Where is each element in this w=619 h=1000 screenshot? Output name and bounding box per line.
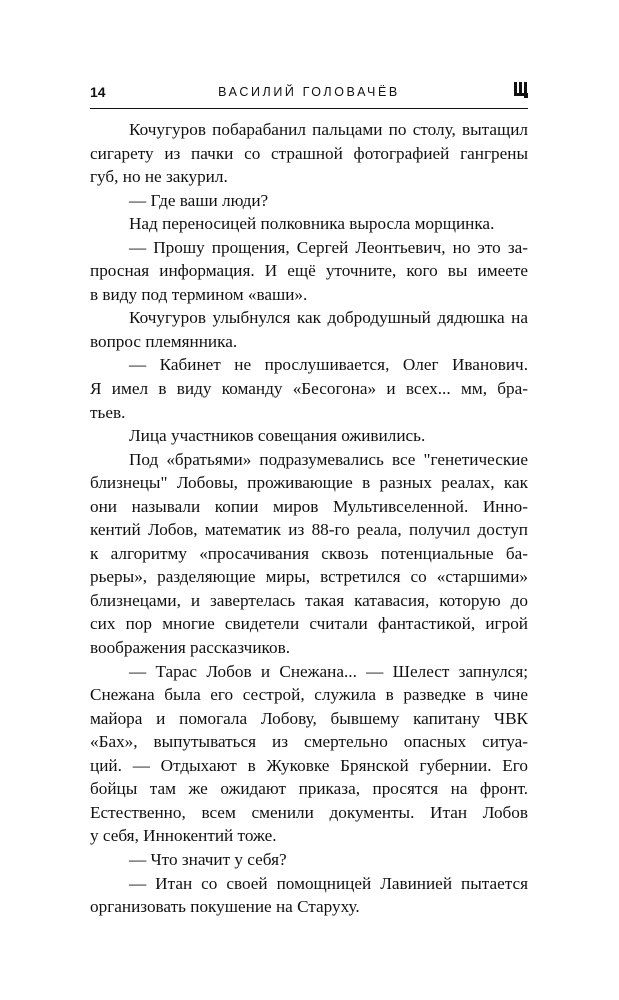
running-head-author: ВАСИЛИЙ ГОЛОВАЧЁВ xyxy=(218,85,400,99)
text-line: Кочугуров улыбнулся как добродушный дядюшка на xyxy=(129,308,528,328)
text-line: у себя, Иннокентий тоже. xyxy=(90,826,277,846)
text-line: бойцы там же ожидают приказа, просятся на фронт. xyxy=(90,779,528,799)
text-line: Над переносицей полковника выросла морщинка. xyxy=(129,214,495,234)
body-text xyxy=(90,118,528,919)
text-line: Лица участников совещания оживились. xyxy=(129,426,426,446)
header-rule xyxy=(90,108,528,109)
text-line: Под «братьями» подразумевались все "генетические xyxy=(129,449,528,469)
text-line: к алгоритму «просачивания сквозь потенциальные ба- xyxy=(90,543,528,563)
text-line: губ, но не закурил. xyxy=(90,167,228,187)
text-line: — Где ваши люди? xyxy=(129,190,269,210)
text-line: в виду под термином «ваши». xyxy=(90,284,308,304)
text-line: — Итан со своей помощницей Лавинией пытается xyxy=(129,873,528,893)
text-line: они называли копии миров Мультивселенной. Инно- xyxy=(90,496,528,516)
text-line: ций. — Отдыхают в Жуковке Брянской губернии. Его xyxy=(90,755,528,775)
text-line: Снежана была его сестрой, служила в разведке в чине xyxy=(90,685,528,705)
running-header xyxy=(90,82,528,104)
publisher-logo-icon xyxy=(514,82,528,98)
text-line: — Кабинет не прослушивается, Олег Иванович. xyxy=(129,355,528,375)
text-line: — Тарас Лобов и Снежана... — Шелест запнулся; xyxy=(129,661,528,681)
text-line: — Прошу прощения, Сергей Леонтьевич, но это за- xyxy=(129,237,528,257)
text-line: воображения рассказчиков. xyxy=(90,638,290,658)
text-line: рьеры», разделяющие миры, встретился со «старшими» xyxy=(90,567,528,587)
text-line: сих пор многие свидетели считали фантастикой, игрой xyxy=(90,614,528,634)
text-line: близнецы" Лобовы, проживающие в разных реалах, как xyxy=(90,473,528,493)
page-number: 14 xyxy=(90,84,106,100)
text-line: Я имел в виду команду «Бесогона» и всех... мм, бра- xyxy=(90,379,528,399)
text-line: близнецами, и завертелась такая катавасия, которую до xyxy=(90,590,528,610)
text-line: сигарету из пачки со страшной фотографией гангрены xyxy=(90,143,528,163)
text-line: вопрос племянника. xyxy=(90,331,238,351)
text-line: тьев. xyxy=(90,402,126,422)
text-line: «Бах», выпутываться из смертельно опасных ситуа- xyxy=(90,732,528,752)
text-line: майора и помогала Лобову, бывшему капитану ЧВК xyxy=(90,708,528,728)
text-line: организовать покушение на Старуху. xyxy=(90,897,360,917)
text-line: просная информация. И ещё уточните, кого вы имеете xyxy=(90,261,528,281)
text-line: Кочугуров побарабанил пальцами по столу, вытащил xyxy=(129,120,528,139)
text-line: — Что значит у себя? xyxy=(129,849,287,869)
text-line: Естественно, всем сменили документы. Итан Лобов xyxy=(90,802,528,822)
text-line: кентий Лобов, математик из 88-го реала, получил доступ xyxy=(90,520,528,540)
